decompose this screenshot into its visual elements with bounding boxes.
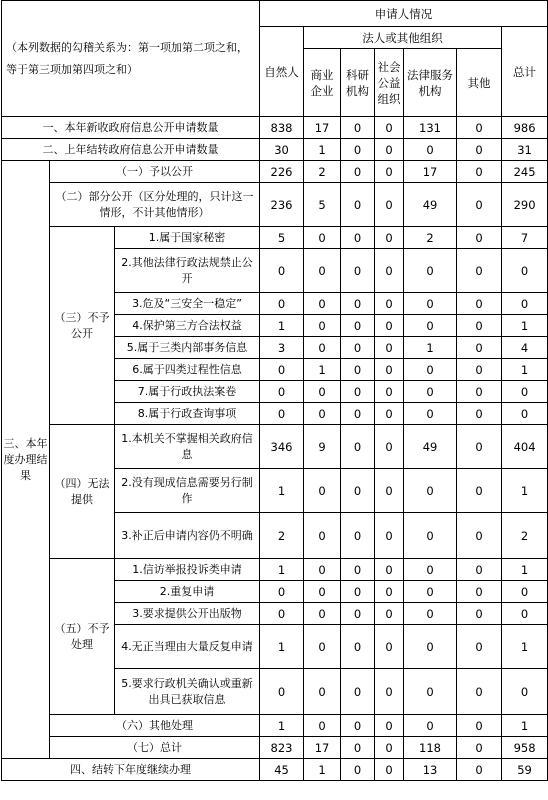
value-public-welfare: 0 bbox=[375, 469, 404, 513]
section-handling-results: 三、本年度办理结果 bbox=[2, 161, 50, 759]
value-natural-person: 346 bbox=[260, 425, 304, 469]
value-research: 0 bbox=[341, 737, 375, 759]
value-business: 0 bbox=[304, 669, 341, 715]
value-research: 0 bbox=[341, 249, 375, 293]
value-other: 0 bbox=[457, 183, 502, 227]
value-business: 5 bbox=[304, 183, 341, 227]
value-legal-service: 1 bbox=[404, 337, 457, 359]
value-public-welfare: 0 bbox=[375, 715, 404, 737]
table-row bbox=[2, 117, 548, 139]
value-public-welfare: 0 bbox=[375, 139, 404, 161]
value-total: 0 bbox=[502, 581, 548, 603]
value-other: 0 bbox=[457, 293, 502, 315]
value-business: 1 bbox=[304, 139, 341, 161]
value-research: 0 bbox=[341, 759, 375, 781]
value-research: 0 bbox=[341, 315, 375, 337]
value-natural-person: 823 bbox=[260, 737, 304, 759]
value-business: 0 bbox=[304, 603, 341, 625]
value-business: 1 bbox=[304, 759, 341, 781]
value-other: 0 bbox=[457, 603, 502, 625]
value-business: 1 bbox=[304, 359, 341, 381]
value-natural-person: 1 bbox=[260, 469, 304, 513]
row-label: 一、本年新收政府信息公开申请数量 bbox=[2, 117, 260, 139]
value-public-welfare: 0 bbox=[375, 337, 404, 359]
value-legal-service: 0 bbox=[404, 603, 457, 625]
table-row bbox=[2, 161, 548, 183]
row-label: 四、结转下年度继续办理 bbox=[2, 759, 260, 781]
value-other: 0 bbox=[457, 625, 502, 669]
value-legal-service: 2 bbox=[404, 227, 457, 249]
value-public-welfare: 0 bbox=[375, 737, 404, 759]
row-label: （二）部分公开（区分处理的，只计这一情形，不计其他情形） bbox=[50, 183, 260, 227]
value-total: 0 bbox=[502, 293, 548, 315]
row-label: （六）其他处理 bbox=[50, 715, 260, 737]
value-public-welfare: 0 bbox=[375, 559, 404, 581]
value-research: 0 bbox=[341, 425, 375, 469]
table-row bbox=[2, 183, 548, 227]
table-row bbox=[2, 559, 548, 581]
header-applicant-info: 申请人情况 bbox=[260, 1, 548, 27]
value-other: 0 bbox=[457, 513, 502, 559]
value-public-welfare: 0 bbox=[375, 625, 404, 669]
value-other: 0 bbox=[457, 337, 502, 359]
value-natural-person: 0 bbox=[260, 249, 304, 293]
value-total: 0 bbox=[502, 249, 548, 293]
table-row bbox=[2, 227, 548, 249]
col-public-welfare: 社会公益组织 bbox=[375, 49, 404, 117]
row-label: 2.没有现成信息需要另行制作 bbox=[115, 469, 260, 513]
value-legal-service: 0 bbox=[404, 249, 457, 293]
value-other: 0 bbox=[457, 139, 502, 161]
row-label: 3.要求提供公开出版物 bbox=[115, 603, 260, 625]
value-business: 9 bbox=[304, 425, 341, 469]
value-public-welfare: 0 bbox=[375, 359, 404, 381]
value-natural-person: 0 bbox=[260, 603, 304, 625]
value-research: 0 bbox=[341, 227, 375, 249]
value-total: 0 bbox=[502, 669, 548, 715]
value-other: 0 bbox=[457, 315, 502, 337]
value-public-welfare: 0 bbox=[375, 227, 404, 249]
value-public-welfare: 0 bbox=[375, 581, 404, 603]
value-business: 0 bbox=[304, 337, 341, 359]
value-research: 0 bbox=[341, 581, 375, 603]
row-label: 6.属于四类过程性信息 bbox=[115, 359, 260, 381]
value-legal-service: 0 bbox=[404, 381, 457, 403]
value-public-welfare: 0 bbox=[375, 669, 404, 715]
value-legal-service: 13 bbox=[404, 759, 457, 781]
value-public-welfare: 0 bbox=[375, 117, 404, 139]
value-natural-person: 0 bbox=[260, 581, 304, 603]
value-other: 0 bbox=[457, 161, 502, 183]
value-total: 290 bbox=[502, 183, 548, 227]
value-other: 0 bbox=[457, 715, 502, 737]
row-label: 4.无正当理由大量反复申请 bbox=[115, 625, 260, 669]
value-other: 0 bbox=[457, 425, 502, 469]
value-business: 0 bbox=[304, 715, 341, 737]
value-total: 1 bbox=[502, 625, 548, 669]
col-natural-person: 自然人 bbox=[260, 27, 304, 117]
value-total: 1 bbox=[502, 559, 548, 581]
value-total: 1 bbox=[502, 359, 548, 381]
value-research: 0 bbox=[341, 715, 375, 737]
value-total: 986 bbox=[502, 117, 548, 139]
value-other: 0 bbox=[457, 559, 502, 581]
value-other: 0 bbox=[457, 737, 502, 759]
value-other: 0 bbox=[457, 227, 502, 249]
value-research: 0 bbox=[341, 381, 375, 403]
value-business: 0 bbox=[304, 625, 341, 669]
value-legal-service: 0 bbox=[404, 315, 457, 337]
value-other: 0 bbox=[457, 249, 502, 293]
value-natural-person: 5 bbox=[260, 227, 304, 249]
value-natural-person: 1 bbox=[260, 559, 304, 581]
row-label: （一）予以公开 bbox=[50, 161, 260, 183]
value-total: 4 bbox=[502, 337, 548, 359]
value-natural-person: 2 bbox=[260, 513, 304, 559]
value-research: 0 bbox=[341, 603, 375, 625]
value-natural-person: 1 bbox=[260, 625, 304, 669]
table-row bbox=[2, 139, 548, 161]
value-research: 0 bbox=[341, 183, 375, 227]
value-business: 0 bbox=[304, 403, 341, 425]
value-legal-service: 0 bbox=[404, 559, 457, 581]
value-natural-person: 236 bbox=[260, 183, 304, 227]
value-public-welfare: 0 bbox=[375, 183, 404, 227]
value-natural-person: 3 bbox=[260, 337, 304, 359]
row-label: 5.要求行政机关确认或重新出具已获取信息 bbox=[115, 669, 260, 715]
value-other: 0 bbox=[457, 469, 502, 513]
table-body bbox=[2, 1, 548, 781]
header-legal-persons: 法人或其他组织 bbox=[304, 27, 502, 49]
table-row bbox=[2, 715, 548, 737]
row-label: 1.属于国家秘密 bbox=[115, 227, 260, 249]
row-label: 二、上年结转政府信息公开申请数量 bbox=[2, 139, 260, 161]
value-legal-service: 17 bbox=[404, 161, 457, 183]
table-row bbox=[2, 425, 548, 469]
col-business: 商业企业 bbox=[304, 49, 341, 117]
row-label: （七）总计 bbox=[50, 737, 260, 759]
value-legal-service: 0 bbox=[404, 293, 457, 315]
group-not-disclosed: （三）不予公开 bbox=[50, 227, 115, 425]
value-other: 0 bbox=[457, 669, 502, 715]
row-label: 2.其他法律行政法规禁止公开 bbox=[115, 249, 260, 293]
value-other: 0 bbox=[457, 117, 502, 139]
value-legal-service: 131 bbox=[404, 117, 457, 139]
value-total: 59 bbox=[502, 759, 548, 781]
value-total: 31 bbox=[502, 139, 548, 161]
value-total: 1 bbox=[502, 315, 548, 337]
statistics-table bbox=[1, 0, 548, 781]
value-natural-person: 45 bbox=[260, 759, 304, 781]
value-research: 0 bbox=[341, 669, 375, 715]
row-label: 1.信访举报投诉类申请 bbox=[115, 559, 260, 581]
value-business: 0 bbox=[304, 227, 341, 249]
value-research: 0 bbox=[341, 625, 375, 669]
value-business: 0 bbox=[304, 381, 341, 403]
value-research: 0 bbox=[341, 403, 375, 425]
value-public-welfare: 0 bbox=[375, 403, 404, 425]
col-other: 其他 bbox=[457, 49, 502, 117]
value-total: 2 bbox=[502, 513, 548, 559]
value-legal-service: 0 bbox=[404, 513, 457, 559]
value-other: 0 bbox=[457, 381, 502, 403]
value-business: 0 bbox=[304, 581, 341, 603]
value-other: 0 bbox=[457, 403, 502, 425]
value-business: 0 bbox=[304, 249, 341, 293]
value-business: 17 bbox=[304, 117, 341, 139]
value-research: 0 bbox=[341, 559, 375, 581]
value-research: 0 bbox=[341, 337, 375, 359]
value-legal-service: 0 bbox=[404, 359, 457, 381]
value-natural-person: 0 bbox=[260, 293, 304, 315]
value-public-welfare: 0 bbox=[375, 425, 404, 469]
value-total: 1 bbox=[502, 715, 548, 737]
row-label: 3.危及“三安全一稳定” bbox=[115, 293, 260, 315]
value-legal-service: 0 bbox=[404, 669, 457, 715]
table-row bbox=[2, 737, 548, 759]
value-legal-service: 0 bbox=[404, 469, 457, 513]
group-unable-to-provide: （四）无法提供 bbox=[50, 425, 115, 559]
value-other: 0 bbox=[457, 759, 502, 781]
value-legal-service: 49 bbox=[404, 183, 457, 227]
row-label: 4.保护第三方合法权益 bbox=[115, 315, 260, 337]
value-other: 0 bbox=[457, 581, 502, 603]
value-total: 1 bbox=[502, 469, 548, 513]
value-legal-service: 0 bbox=[404, 715, 457, 737]
value-business: 0 bbox=[304, 559, 341, 581]
group-not-processed: （五）不予处理 bbox=[50, 559, 115, 715]
value-public-welfare: 0 bbox=[375, 381, 404, 403]
value-total: 0 bbox=[502, 381, 548, 403]
value-natural-person: 226 bbox=[260, 161, 304, 183]
value-natural-person: 0 bbox=[260, 669, 304, 715]
value-natural-person: 1 bbox=[260, 715, 304, 737]
value-natural-person: 30 bbox=[260, 139, 304, 161]
value-public-welfare: 0 bbox=[375, 759, 404, 781]
value-other: 0 bbox=[457, 359, 502, 381]
row-label: 2.重复申请 bbox=[115, 581, 260, 603]
value-legal-service: 118 bbox=[404, 737, 457, 759]
value-natural-person: 0 bbox=[260, 403, 304, 425]
value-business: 2 bbox=[304, 161, 341, 183]
row-label: 1.本机关不掌握相关政府信息 bbox=[115, 425, 260, 469]
value-legal-service: 0 bbox=[404, 581, 457, 603]
value-natural-person: 0 bbox=[260, 381, 304, 403]
value-research: 0 bbox=[341, 161, 375, 183]
value-business: 0 bbox=[304, 469, 341, 513]
value-research: 0 bbox=[341, 469, 375, 513]
value-public-welfare: 0 bbox=[375, 293, 404, 315]
value-business: 0 bbox=[304, 513, 341, 559]
value-legal-service: 0 bbox=[404, 403, 457, 425]
value-research: 0 bbox=[341, 513, 375, 559]
row-label: 8.属于行政查询事项 bbox=[115, 403, 260, 425]
row-label: 5.属于三类内部事务信息 bbox=[115, 337, 260, 359]
col-total: 总计 bbox=[502, 27, 548, 117]
row-label: 3.补正后申请内容仍不明确 bbox=[115, 513, 260, 559]
col-research: 科研机构 bbox=[341, 49, 375, 117]
value-total: 7 bbox=[502, 227, 548, 249]
col-legal-service: 法律服务机构 bbox=[404, 49, 457, 117]
header-note: （本列数据的勾稽关系为：第一项加第二项之和，等于第三项加第四项之和） bbox=[2, 1, 260, 117]
value-natural-person: 1 bbox=[260, 315, 304, 337]
value-research: 0 bbox=[341, 293, 375, 315]
value-business: 0 bbox=[304, 315, 341, 337]
value-public-welfare: 0 bbox=[375, 249, 404, 293]
value-natural-person: 0 bbox=[260, 359, 304, 381]
value-public-welfare: 0 bbox=[375, 161, 404, 183]
row-label: 7.属于行政执法案卷 bbox=[115, 381, 260, 403]
value-total: 0 bbox=[502, 603, 548, 625]
value-total: 245 bbox=[502, 161, 548, 183]
value-total: 404 bbox=[502, 425, 548, 469]
value-research: 0 bbox=[341, 139, 375, 161]
value-research: 0 bbox=[341, 117, 375, 139]
value-public-welfare: 0 bbox=[375, 315, 404, 337]
value-legal-service: 0 bbox=[404, 625, 457, 669]
value-public-welfare: 0 bbox=[375, 603, 404, 625]
value-research: 0 bbox=[341, 359, 375, 381]
value-total: 958 bbox=[502, 737, 548, 759]
value-legal-service: 49 bbox=[404, 425, 457, 469]
value-natural-person: 838 bbox=[260, 117, 304, 139]
value-public-welfare: 0 bbox=[375, 513, 404, 559]
value-business: 0 bbox=[304, 293, 341, 315]
value-total: 0 bbox=[502, 403, 548, 425]
table-row bbox=[2, 759, 548, 781]
value-business: 17 bbox=[304, 737, 341, 759]
value-legal-service: 0 bbox=[404, 139, 457, 161]
